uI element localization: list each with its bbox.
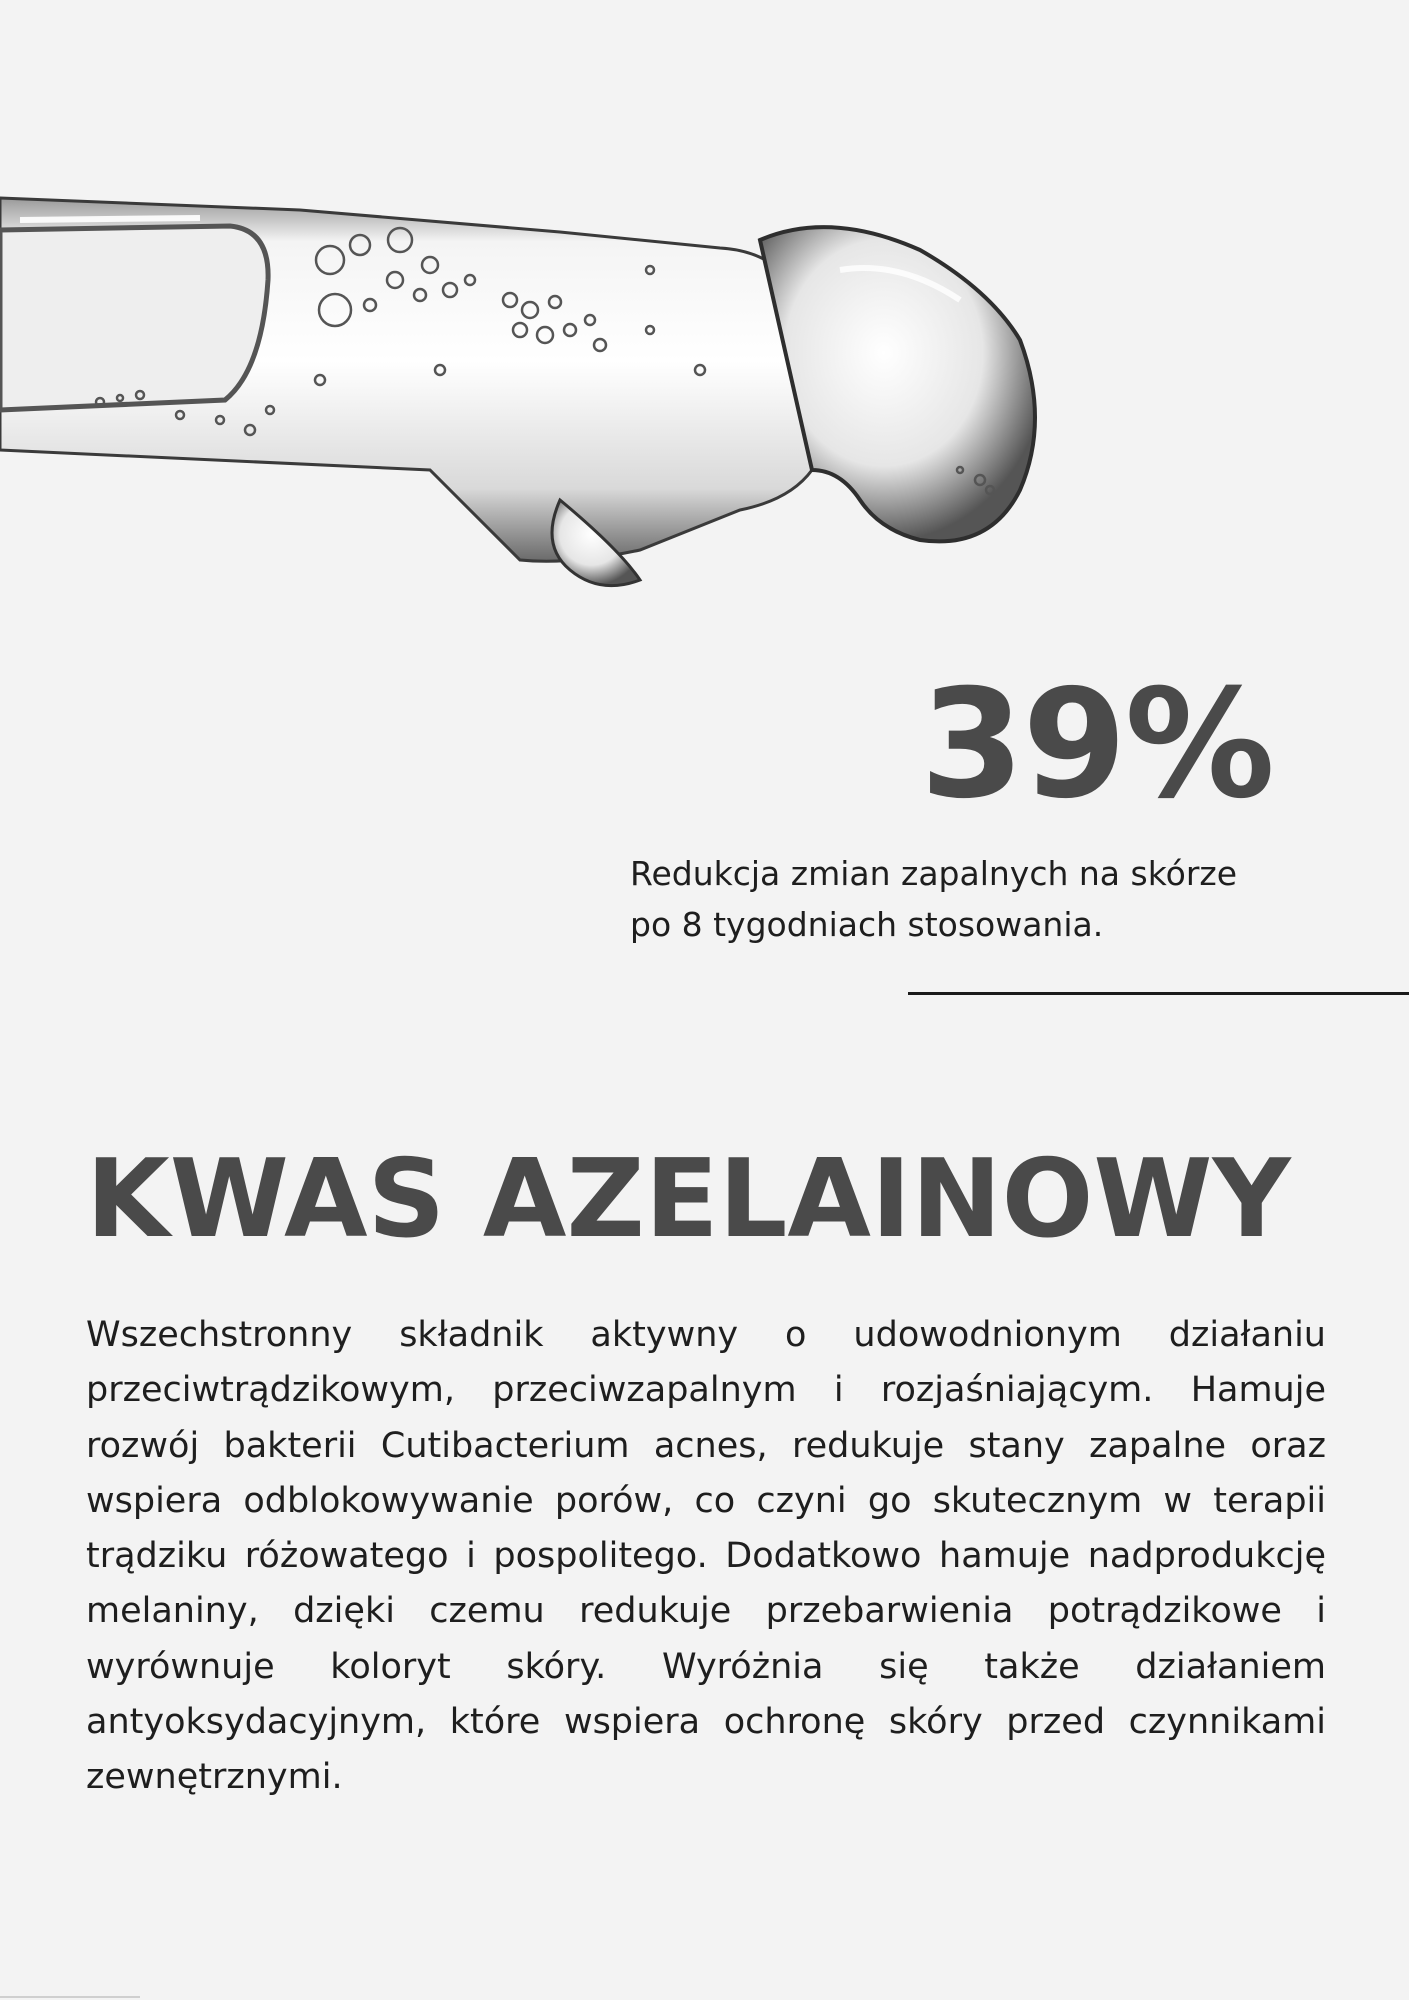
description-paragraph: Wszechstronny składnik aktywny o udowodnionym działaniu przeciwtrądzikowym, przeciwzapalnym i rozjaśniającym. Hamuje rozwój bakterii Cutibacterium acnes, redukuje stany zapalne oraz wspiera odblokowywanie porów, co czyni go skutecznym w terapii trądziku różowatego i pospolitego. Dodatkowo hamuje nadprodukcję melaniny, dzięki czemu redukuje przebarwienia potrądzikowe i wyrównuje koloryt skóry. Wyróżnia się także działaniem antyoksydacyjnym, które wspiera ochronę skóry przed czynnikami zewnętrznymi. [86,1315,1326,1798]
stat-caption-line-1: Redukcja zmian zapalnych na skórze [630,854,1238,893]
divider-line [908,992,1409,995]
stat-value: 39% [920,658,1274,832]
serum-pipette-icon [0,170,1060,590]
stat-caption-line-2: po 8 tygodniach stosowania. [630,905,1104,944]
footer-divider [0,1996,140,1998]
page-title: KWAS AZELAINOWY [86,1137,1291,1262]
stat-caption [630,848,1340,950]
